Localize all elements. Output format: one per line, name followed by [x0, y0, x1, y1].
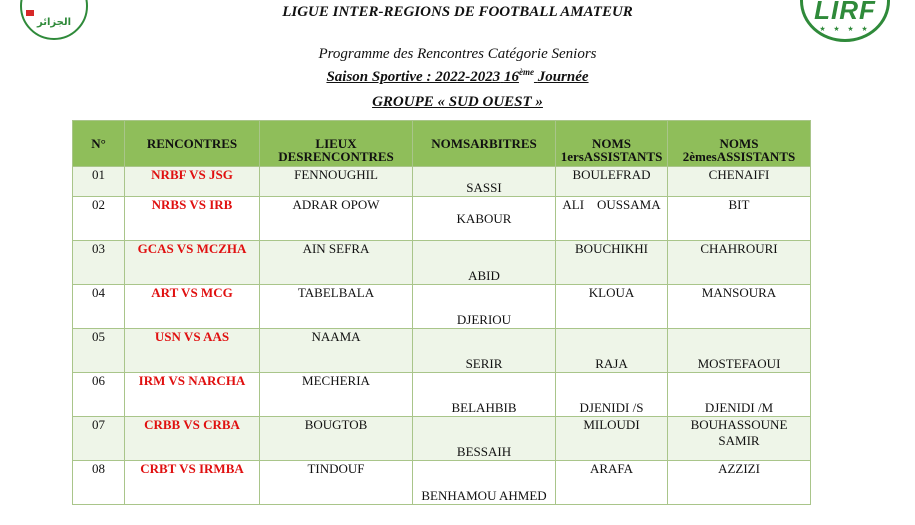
header-first-assistants: NOMS 1ersASSISTANTS	[556, 121, 668, 167]
match-fixture: IRM VS NARCHA	[125, 373, 260, 417]
match-second-assistant: AZZIZI	[668, 461, 811, 505]
match-referee: ABID	[413, 241, 556, 285]
lirf-logo-stars: ★ ★ ★ ★	[819, 25, 871, 33]
match-first-assistant: BOULEFRAD	[556, 167, 668, 197]
table-row	[73, 461, 811, 505]
match-second-assistant: CHENAIFI	[668, 167, 811, 197]
match-first-assistant: BOUCHIKHI	[556, 241, 668, 285]
match-fixture: ART VS MCG	[125, 285, 260, 329]
table-row	[73, 167, 811, 197]
match-referee: SASSI	[413, 167, 556, 197]
match-number: 07	[73, 417, 125, 461]
header-lieux: LIEUX DESRENCONTRES	[260, 121, 413, 167]
match-referee: SERIR	[413, 329, 556, 373]
match-number: 08	[73, 461, 125, 505]
match-venue: ADRAR OPOW	[260, 197, 413, 241]
match-second-assistant: BIT	[668, 197, 811, 241]
match-first-assistant: RAJA	[556, 329, 668, 373]
season-text: Saison Sportive : 2022-2023	[326, 69, 501, 85]
table-row	[73, 373, 811, 417]
table-row	[73, 241, 811, 285]
lirf-logo-text: LIRF	[814, 0, 876, 25]
table-row	[73, 329, 811, 373]
match-fixture: CRBB VS CRBA	[125, 417, 260, 461]
match-number: 03	[73, 241, 125, 285]
header-number: N°	[73, 121, 125, 167]
match-second-assistant: CHAHROURI	[668, 241, 811, 285]
match-schedule-table	[72, 120, 811, 505]
match-venue: NAAMA	[260, 329, 413, 373]
match-venue: MECHERIA	[260, 373, 413, 417]
journee-word: Journée	[537, 69, 589, 85]
header-rencontres: RENCONTRES	[125, 121, 260, 167]
table-row	[73, 285, 811, 329]
match-number: 01	[73, 167, 125, 197]
league-title: LIGUE INTER-REGIONS DE FOOTBALL AMATEUR	[282, 4, 633, 20]
match-venue: AIN SEFRA	[260, 241, 413, 285]
match-fixture: CRBT VS IRMBA	[125, 461, 260, 505]
table-row	[73, 417, 811, 461]
group-title: GROUPE « SUD OUEST »	[372, 94, 543, 110]
match-venue: BOUGTOB	[260, 417, 413, 461]
match-fixture: GCAS VS MCZHA	[125, 241, 260, 285]
match-referee: BELAHBIB	[413, 373, 556, 417]
header-arbitres: NOMSARBITRES	[413, 121, 556, 167]
header-second-assistants: NOMS 2èmesASSISTANTS	[668, 121, 811, 167]
logo-left-arabic-text: الجزائر	[36, 17, 71, 28]
match-number: 02	[73, 197, 125, 241]
match-referee: KABOUR	[413, 197, 556, 241]
match-fixture: NRBF VS JSG	[125, 167, 260, 197]
match-first-assistant: ALI OUSSAMA	[556, 197, 668, 241]
journee-number: 16	[503, 69, 519, 85]
match-venue: TINDOUF	[260, 461, 413, 505]
table-row	[73, 197, 811, 241]
match-first-assistant: ARAFA	[556, 461, 668, 505]
programme-subtitle: Programme des Rencontres Catégorie Seniors	[318, 46, 597, 62]
match-venue: FENNOUGHIL	[260, 167, 413, 197]
match-fixture: NRBS VS IRB	[125, 197, 260, 241]
match-number: 05	[73, 329, 125, 373]
journee-superscript: ème	[518, 67, 534, 77]
match-referee: DJERIOU	[413, 285, 556, 329]
match-first-assistant: MILOUDI	[556, 417, 668, 461]
match-number: 04	[73, 285, 125, 329]
match-venue: TABELBALA	[260, 285, 413, 329]
match-number: 06	[73, 373, 125, 417]
table-header-row	[73, 121, 811, 167]
match-fixture: USN VS AAS	[125, 329, 260, 373]
match-second-assistant: MOSTEFAOUI	[668, 329, 811, 373]
match-first-assistant: DJENIDI /S	[556, 373, 668, 417]
match-second-assistant: DJENIDI /M	[668, 373, 811, 417]
match-referee: BENHAMOU AHMED	[413, 461, 556, 505]
match-first-assistant: KLOUA	[556, 285, 668, 329]
match-second-assistant: BOUHASSOUNE SAMIR	[668, 417, 811, 461]
match-referee: BESSAIH	[413, 417, 556, 461]
match-second-assistant: MANSOURA	[668, 285, 811, 329]
season-line	[0, 67, 915, 86]
